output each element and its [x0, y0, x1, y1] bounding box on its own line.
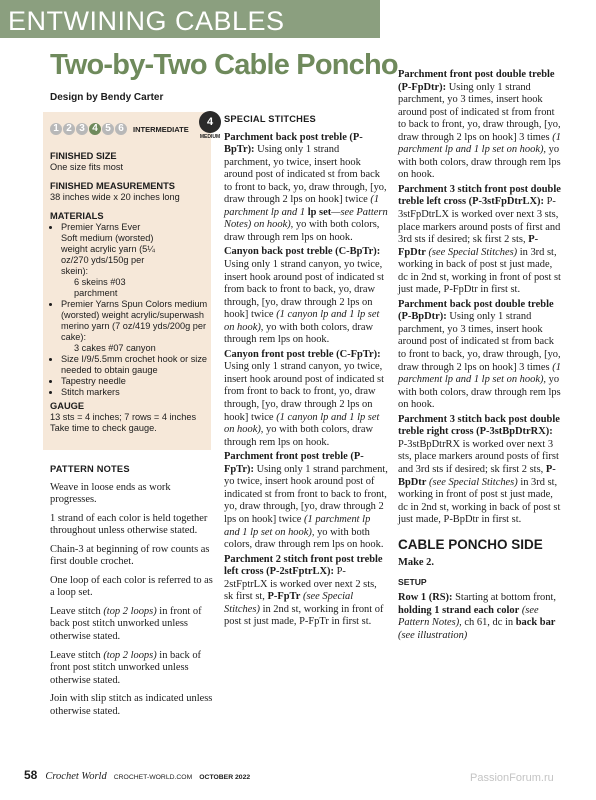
finished-measurements-text: 38 inches wide x 20 inches long [50, 192, 180, 202]
stitch-definition: Parchment 3 stitch back post double treble right cross (P-3stBpDtrRX): P-3stBpDtrRX is worked over next 3 sts, place markers around posts of first and 3rd sts if desired; sk first 2 sts, P-BpDtr (see Special Stitches) in 3rd st, working in front of post st just made, dc in 2nd st, working in back of post st just made, P-BpDtr in first st. [398, 413, 561, 526]
designer-name: Bendy Carter [100, 92, 164, 103]
skill-level-1: 1 [50, 123, 62, 135]
skill-level-3: 3 [76, 123, 88, 135]
special-stitches-column [224, 113, 388, 629]
section-banner [0, 0, 380, 38]
skill-level-indicator [50, 123, 189, 135]
skill-level-2: 2 [63, 123, 75, 135]
note: Weave in loose ends as work progresses. [50, 481, 171, 506]
materials-heading: MATERIALS [50, 211, 104, 221]
pattern-notes-column [50, 463, 215, 718]
list-item: • Size I/9/5.5mm crochet hook or size needed to obtain gauge [61, 354, 211, 376]
page-number: 58 [24, 768, 38, 782]
skill-level-4: 4 [89, 123, 101, 135]
gauge-line: Take time to check gauge. [50, 423, 157, 433]
right-column [398, 69, 562, 643]
cable-side-heading: CABLE PONCHO SIDE [398, 536, 543, 552]
stitch-definition: Canyon back post treble (C-BpTr): Using only 1 strand canyon, yo twice, insert hook around post of indicated st from back to front to back, yo, draw through, [yo, draw through 2 lps on hook] twice (1 canyon lp and 1 lp set on hook), yo with both colors, draw through rem lps on hook. [224, 246, 385, 346]
magazine-name: Crochet World [45, 771, 107, 782]
setup-heading: SETUP [398, 576, 427, 587]
gauge-line: 13 sts = 4 inches; 7 rows = 4 inches [50, 412, 197, 422]
note: Join with slip stitch as indicated unless otherwise stated. [50, 693, 213, 717]
stitch-definition: Parchment 3 stitch front post double treble left cross (P-3stFpDtrLX): P-3stFpDtrLX is worked over next 3 sts, place markers around posts of first and 3rd sts if desired; sk first 2 sts, P-FpDtr (see Special Stitches) in 3rd st, working in back of post st just made, dc in 2nd st, working in front of post st just made, P-FpDtr in first st. [398, 183, 561, 296]
stitch-definition: Parchment back post double treble (P-BpDtr): Using only 1 strand parchment, yo 3 times, insert hook around post of indicated st from back to front to back, yo, draw through, [yo, draw through 2 lps on hook] 3 times (1 parchment lp and 1 lp set on hook), yo with both colors, draw through rem lps on hook. [398, 298, 561, 411]
pattern-notes-heading: PATTERN NOTES [50, 464, 130, 474]
materials [50, 211, 208, 398]
note: One loop of each color is referred to as a loop set. [50, 574, 213, 599]
finished-size-text: One size fits most [50, 162, 124, 172]
stitch-definition: Parchment 2 stitch front post treble left cross (P-2stFptrLX): P-2stFptrLX is worked over next 2 sts, sk first st, P-FpTr (see Special Stitches) in 2nd st, working in front of post st just made, P-FpTr in first st. [224, 553, 384, 628]
finished-measurements [50, 181, 210, 203]
pattern-info-box [43, 112, 211, 450]
page-title: Two-by-Two Cable Poncho [50, 49, 398, 81]
note: Leave stitch (top 2 loops) in front of back post stitch unworked unless otherwise stated. [50, 605, 202, 643]
yarn-weight-icon [197, 111, 223, 143]
page-footer [24, 766, 250, 784]
designer-prefix: Design by [50, 92, 98, 103]
make-count: Make 2. [398, 557, 434, 569]
yarn-weight-label: MEDIUM [199, 134, 221, 140]
note: Chain-3 at beginning of row counts as first double crochet. [50, 543, 210, 568]
skill-level-label: INTERMEDIATE [133, 124, 189, 134]
stitch-definition: Canyon front post treble (C-FpTr): Using only 1 strand canyon, yo twice, insert hook around post of indicated st from front to back to front, yo, draw through, [yo, draw through 2 lps on hook] twice (1 canyon lp and 1 lp set on hook), yo with both colors, draw through rem lps on hook. [224, 348, 385, 448]
skill-level-6: 6 [115, 123, 127, 135]
magazine-website: CROCHET-WORLD.COM [113, 774, 193, 781]
list-item: • Premier Yarns Spun Colors medium (worsted) weight acrylic/superwash merino yarn (7 oz/419 yds/200g per cake): 3 cakes #07 canyon [61, 299, 211, 354]
gauge-heading: GAUGE [50, 401, 85, 411]
issue-date: OCTOBER 2022 [199, 774, 251, 781]
yarn-weight-number: 4 [199, 111, 221, 133]
finished-size-heading: FINISHED SIZE [50, 151, 117, 161]
stitch-definition: Parchment back post treble (P-BpTr): Using only 1 strand parchment, yo twice, insert hook around post of indicated st from back to front to back, yo, draw through, [yo, draw through 2 lps on hook] twice (1 parchment lp and 1 lp set—see Pattern Notes) on hook), yo with both colors, draw through rem lps on hook. [224, 131, 388, 243]
list-item: • Stitch markers [61, 387, 158, 398]
skill-level-5: 5 [102, 123, 114, 135]
watermark: PassionForum.ru [470, 772, 554, 784]
section-banner-text: ENTWINING CABLES [8, 6, 285, 36]
materials-list [50, 222, 208, 398]
note: 1 strand of each color is held together throughout unless otherwise stated. [50, 512, 208, 537]
stitch-definition: Parchment front post double treble (P-FpDtr): Using only 1 strand parchment, yo 3 times, insert hook around post of indicated st from front to back to front, yo, draw through, [yo, draw through 2 lps on hook] 3 times (1 parchment lp and 1 lp set on hook), yo with both colors, draw through rem lps on hook. [398, 69, 561, 181]
stitch-definition: Parchment front post treble (P-FpTr): Using only 1 strand parchment, yo twice, insert hook around post of indicated st from front to back to front, yo, draw through, [yo, draw through 2 lps on hook] twice (1 parchment lp and 1 lp set on hook), yo with both colors, draw through rem lps on hook. [224, 451, 388, 551]
finished-measurements-heading: FINISHED MEASUREMENTS [50, 181, 175, 191]
list-item: • Premier Yarns Ever Soft medium (worsted) weight acrylic yarn (5¼ oz/270 yds/150g per skein): 6 skeins #03 parchment [61, 222, 158, 299]
special-stitches-heading: SPECIAL STITCHES [224, 114, 316, 124]
row-instruction: Row 1 (RS): Starting at bottom front, holding 1 strand each color (see Pattern Notes), ch 61, dc in back bar (see illustration) [398, 592, 557, 641]
note: Leave stitch (top 2 loops) in back of front post stitch unworked unless otherwise stated. [50, 649, 202, 686]
designer-credit [50, 92, 163, 103]
gauge [50, 401, 210, 434]
finished-size [50, 151, 210, 173]
list-item: • Tapestry needle [61, 376, 158, 387]
